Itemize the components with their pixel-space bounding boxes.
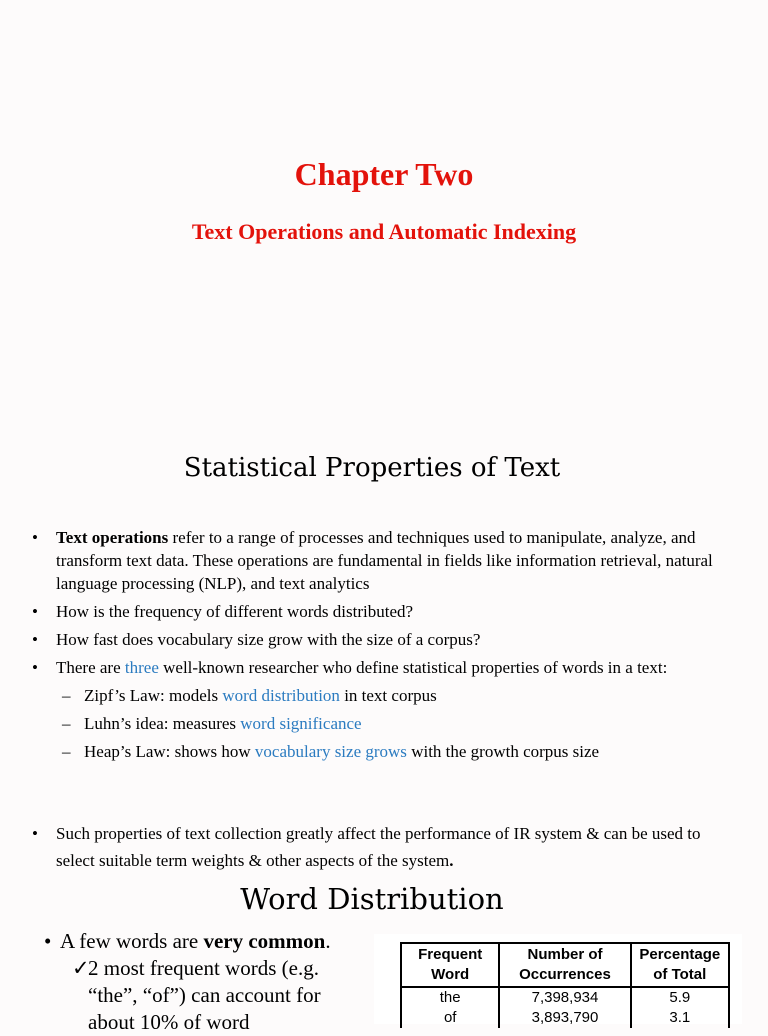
check-item-text: 2 most frequent words (e.g. “the”, “of”) can account for about 10% of word: [88, 956, 321, 1034]
table-header-row: [401, 943, 729, 987]
column-header-percentage: Percentage of Total: [631, 943, 729, 987]
bullet-text: well-known researcher who define statistical properties of words in a text:: [158, 658, 668, 677]
bullet-bold-term: Text operations: [56, 528, 169, 547]
bullet-frequency-question: • How is the frequency of different words distributed?: [32, 600, 732, 623]
sub-item-text: with the growth corpus size: [406, 742, 600, 761]
sub-item-zipf: [56, 684, 732, 707]
table-cell: 7,398,934: [499, 987, 630, 1008]
word-distribution-bullets: [42, 928, 362, 1036]
bullet-vocabulary-question: • How fast does vocabulary size grow with the size of a corpus?: [32, 628, 732, 651]
chapter-title: Chapter Two: [294, 156, 474, 192]
table-cell: 3.1: [631, 1008, 729, 1028]
sub-item-heap: [56, 740, 732, 763]
check-icon: ✓: [72, 956, 90, 980]
highlight-text: three: [124, 658, 159, 677]
bullet-text: .: [325, 929, 331, 953]
bullet-bold-term: very common: [203, 929, 326, 953]
table-cell: 3,893,790: [499, 1008, 630, 1028]
chapter-subtitle: Text Operations and Automatic Indexing: [191, 219, 577, 244]
bullet-few-words-common: [42, 928, 362, 955]
bullet-text: refer to a range of processes and techniques used to manipulate, analyze, and transform text data. These operations are fundamental in fields like information retrieval, natural language processing (NLP), and text analytics: [56, 528, 713, 593]
highlight-text: word significance: [240, 714, 362, 733]
column-header-occurrences: Number of Occurrences: [499, 943, 630, 987]
bullet-ir-properties: [32, 820, 732, 874]
highlight-text: word distribution: [222, 686, 340, 705]
bullet-text: Such properties of text collection greatly affect the performance of IR system & can be used to select suitable term weights & other aspects of the system: [56, 824, 701, 870]
bullet-text: A few words are: [60, 929, 204, 953]
researcher-sub-list: [56, 684, 732, 763]
table-row: [401, 1008, 729, 1028]
bullet-text: There are: [56, 658, 125, 677]
column-header-frequent-word: Frequent Word: [401, 943, 499, 987]
sub-item-text: Luhn’s idea: measures: [84, 714, 241, 733]
frequency-table: [400, 942, 730, 1028]
sub-item-text: Heap’s Law: shows how: [84, 742, 255, 761]
bullet-period: .: [449, 851, 454, 870]
statistical-properties-heading: Statistical Properties of Text: [183, 453, 561, 483]
bullet-text-operations: [32, 526, 732, 595]
sub-item-text: Zipf’s Law: models: [84, 686, 223, 705]
frequency-table-panel: [374, 934, 742, 1024]
table-cell: 5.9: [631, 987, 729, 1008]
word-distribution-heading: Word Distribution: [240, 882, 504, 916]
table-row: [401, 987, 729, 1008]
ir-system-bullet-list: [32, 820, 732, 874]
table-cell: of: [401, 1008, 499, 1028]
highlight-text: vocabulary size grows: [254, 742, 407, 761]
sub-item-luhn: [56, 712, 732, 735]
table-cell: the: [401, 987, 499, 1008]
statistical-bullet-list: [32, 526, 732, 768]
bullet-three-researchers: [32, 656, 732, 763]
sub-item-text: in text corpus: [339, 686, 437, 705]
